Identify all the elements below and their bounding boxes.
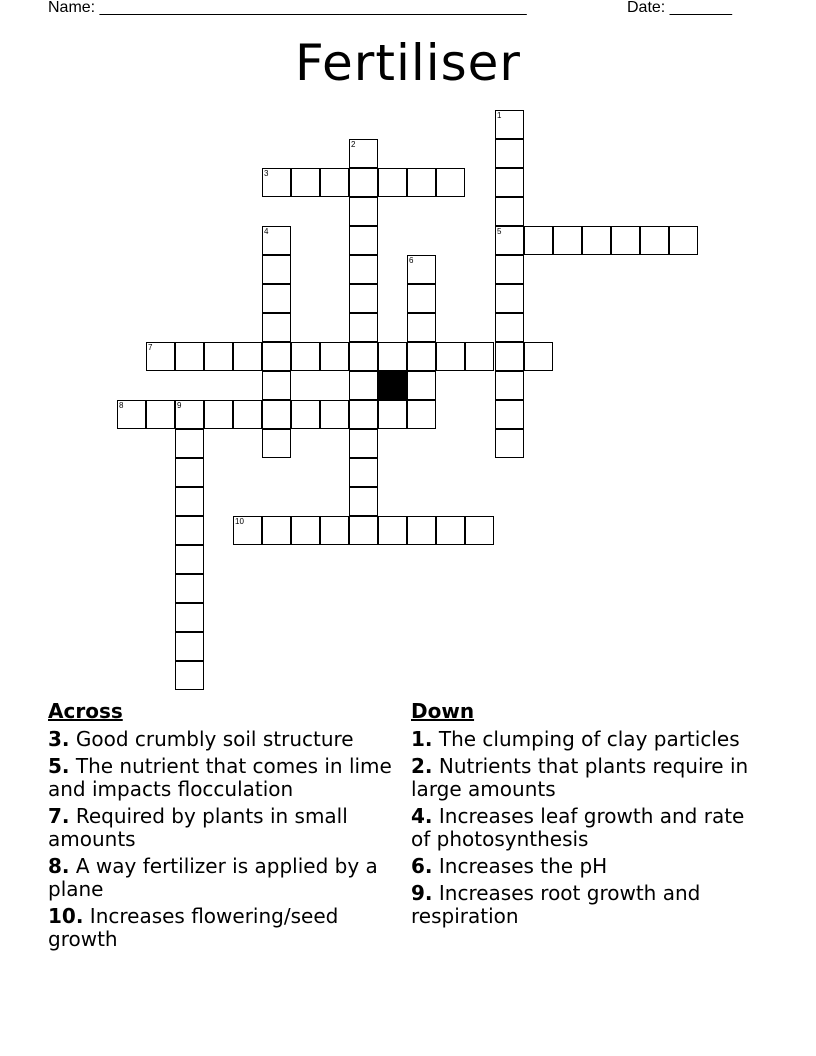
down-clue xyxy=(411,755,761,801)
crossword-cell xyxy=(233,400,262,429)
crossword-cell xyxy=(407,400,436,429)
clue-text: Increases the pH xyxy=(438,854,608,878)
clue-number-label: 9 xyxy=(177,401,182,410)
crossword-cell xyxy=(175,429,204,458)
clue-number: 5. xyxy=(48,754,70,778)
across-clues xyxy=(48,700,393,955)
crossword-cell xyxy=(349,516,378,545)
crossword-cell xyxy=(320,400,349,429)
crossword-cell xyxy=(175,632,204,661)
crossword-cell xyxy=(175,342,204,371)
across-clue xyxy=(48,805,393,851)
clue-number: 8. xyxy=(48,854,70,878)
crossword-cell xyxy=(495,400,524,429)
crossword-cell xyxy=(262,400,291,429)
across-clue xyxy=(48,728,393,751)
clue-number-label: 2 xyxy=(351,140,356,149)
down-heading: Down xyxy=(411,699,475,723)
crossword-cell xyxy=(262,313,291,342)
crossword-cell xyxy=(175,603,204,632)
crossword-cell xyxy=(524,342,553,371)
crossword-cell xyxy=(495,371,524,400)
crossword-cell xyxy=(495,197,524,226)
crossword-cell xyxy=(349,313,378,342)
clue-text: The clumping of clay particles xyxy=(438,727,740,751)
crossword-cell xyxy=(262,516,291,545)
down-clue xyxy=(411,805,761,851)
clue-text: Good crumbly soil structure xyxy=(75,727,354,751)
clue-number: 4. xyxy=(411,804,433,828)
clue-number: 9. xyxy=(411,881,433,905)
across-clue xyxy=(48,905,393,951)
clue-number-label: 8 xyxy=(119,401,124,410)
clue-text: A way fertilizer is applied by a plane xyxy=(48,854,378,901)
across-clue xyxy=(48,855,393,901)
crossword-cell xyxy=(349,342,378,371)
clue-text: Increases flowering/seed growth xyxy=(48,904,339,951)
date-field-label: Date: _______ xyxy=(627,0,732,16)
crossword-cell xyxy=(378,342,407,371)
crossword-cell xyxy=(495,284,524,313)
clue-text: The nutrient that comes in lime and impacts flocculation xyxy=(48,754,392,801)
clue-number: 10. xyxy=(48,904,84,928)
crossword-cell xyxy=(291,400,320,429)
down-clues xyxy=(411,700,761,932)
crossword-cell xyxy=(436,342,465,371)
crossword-cell xyxy=(349,400,378,429)
crossword-cell xyxy=(204,342,233,371)
crossword-cell xyxy=(175,516,204,545)
crossword-cell xyxy=(291,342,320,371)
clue-number: 2. xyxy=(411,754,433,778)
across-heading: Across xyxy=(48,699,123,723)
crossword-cell xyxy=(582,226,611,255)
crossword-cell xyxy=(436,168,465,197)
crossword-cell xyxy=(349,371,378,400)
crossword-cell xyxy=(407,313,436,342)
clue-number: 6. xyxy=(411,854,433,878)
crossword-cell xyxy=(495,429,524,458)
clue-text: Required by plants in small amounts xyxy=(48,804,348,851)
clue-number-label: 6 xyxy=(409,256,414,265)
crossword-cell xyxy=(320,168,349,197)
crossword-cell xyxy=(378,516,407,545)
crossword-cell xyxy=(465,342,494,371)
crossword-cell xyxy=(349,284,378,313)
crossword-cell xyxy=(262,342,291,371)
crossword-cell xyxy=(349,429,378,458)
crossword-cell xyxy=(146,400,175,429)
crossword-cell xyxy=(320,342,349,371)
crossword-cell xyxy=(349,487,378,516)
crossword-block xyxy=(378,371,407,400)
crossword-cell xyxy=(349,197,378,226)
puzzle-title: Fertiliser xyxy=(295,34,521,92)
across-clue xyxy=(48,755,393,801)
clue-number-label: 10 xyxy=(235,517,244,526)
down-clue xyxy=(411,882,761,928)
crossword-cell xyxy=(495,342,524,371)
crossword-cell xyxy=(495,313,524,342)
clue-text: Increases leaf growth and rate of photosynthesis xyxy=(411,804,745,851)
clue-number-label: 3 xyxy=(264,169,269,178)
crossword-cell xyxy=(553,226,582,255)
clue-text: Increases root growth and respiration xyxy=(411,881,701,928)
clue-number-label: 1 xyxy=(497,111,502,120)
crossword-cell xyxy=(349,226,378,255)
crossword-cell xyxy=(349,168,378,197)
crossword-cell xyxy=(524,226,553,255)
crossword-cell xyxy=(349,458,378,487)
crossword-cell xyxy=(407,516,436,545)
crossword-cell xyxy=(495,168,524,197)
crossword-cell xyxy=(175,458,204,487)
crossword-cell xyxy=(262,284,291,313)
crossword-cell xyxy=(233,342,262,371)
name-field-label: Name: ________________________________________________ xyxy=(48,0,527,16)
crossword-cell xyxy=(436,516,465,545)
clue-number: 3. xyxy=(48,727,70,751)
clue-number: 1. xyxy=(411,727,433,751)
crossword-cell xyxy=(349,255,378,284)
crossword-cell xyxy=(407,342,436,371)
crossword-cell xyxy=(407,284,436,313)
crossword-cell xyxy=(262,429,291,458)
clue-number-label: 7 xyxy=(148,343,153,352)
crossword-cell xyxy=(407,371,436,400)
down-clue xyxy=(411,855,761,878)
clue-number-label: 5 xyxy=(497,227,502,236)
crossword-cell xyxy=(378,400,407,429)
crossword-cell xyxy=(204,400,233,429)
crossword-cell xyxy=(407,168,436,197)
crossword-cell xyxy=(291,516,320,545)
crossword-cell xyxy=(291,168,320,197)
crossword-cell xyxy=(669,226,698,255)
crossword-cell xyxy=(378,168,407,197)
clue-text: Nutrients that plants require in large amounts xyxy=(411,754,749,801)
crossword-cell xyxy=(175,661,204,690)
crossword-cell xyxy=(495,139,524,168)
crossword-cell xyxy=(175,487,204,516)
crossword-cell xyxy=(495,255,524,284)
crossword-cell xyxy=(320,516,349,545)
crossword-cell xyxy=(611,226,640,255)
crossword-cell xyxy=(465,516,494,545)
crossword-cell xyxy=(175,574,204,603)
crossword-cell xyxy=(640,226,669,255)
crossword-cell xyxy=(175,545,204,574)
clue-number: 7. xyxy=(48,804,70,828)
crossword-cell xyxy=(262,371,291,400)
crossword-cell xyxy=(262,255,291,284)
clue-number-label: 4 xyxy=(264,227,269,236)
down-clue xyxy=(411,728,761,751)
